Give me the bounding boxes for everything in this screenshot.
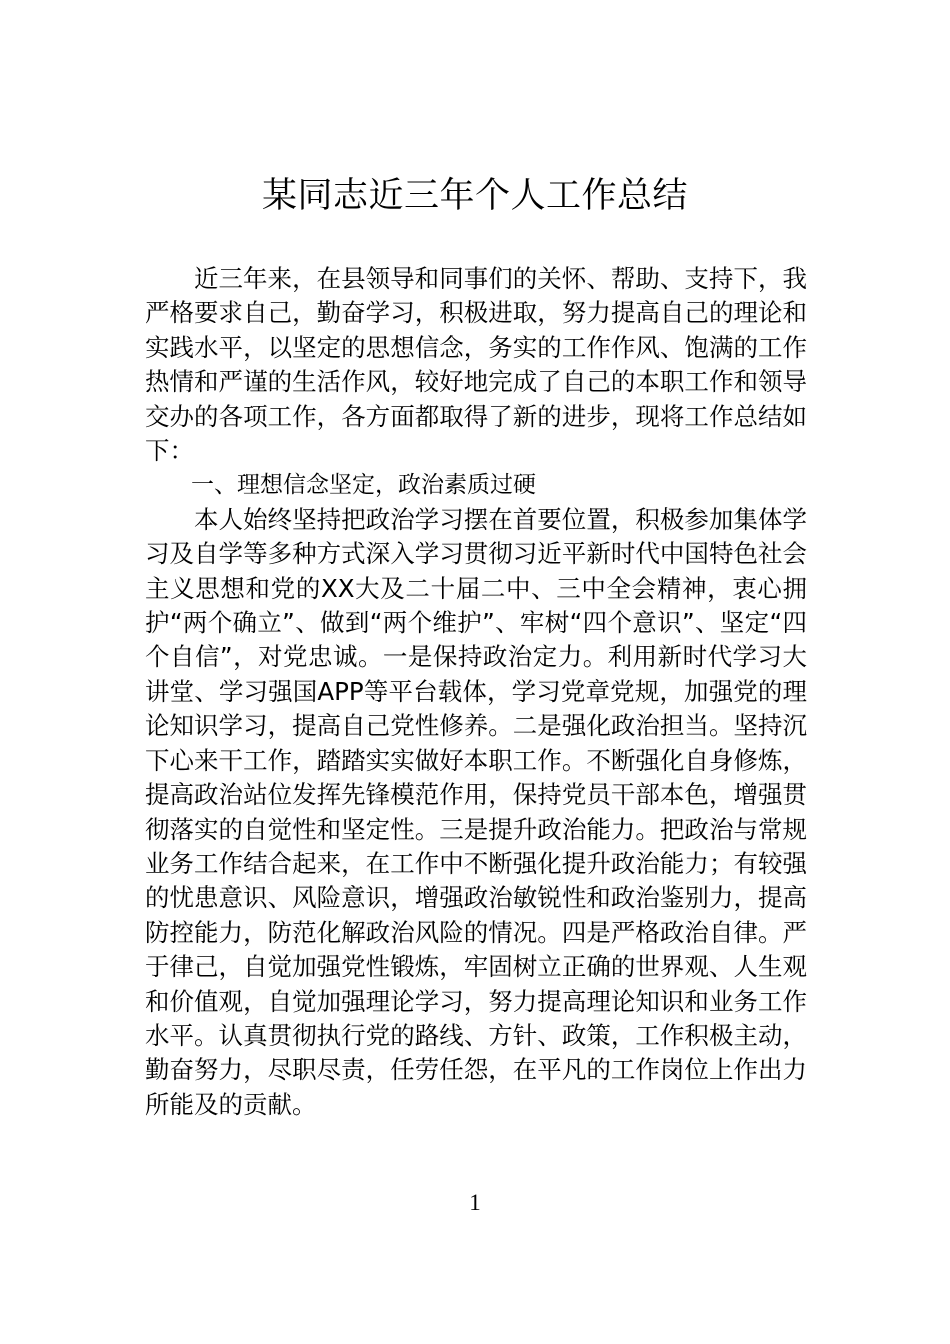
section-heading-1: 一、理想信念坚定，政治素质过硬 (191, 472, 536, 499)
page-number: 1 (469, 1190, 481, 1215)
document-body (145, 262, 807, 1122)
intro-paragraph: 近三年来，在县领导和同事们的关怀、帮助、支持下，我严格要求自己，勤奋学习，积极进取，努力提高自己的理论和实践水平，以坚定的思想信念，务实的工作作风、饱满的工作热情和严谨的生活作风，较好地完成了自己的本职工作和领导交办的各项工作，各方面都取得了新的进步，现将工作总结如下： (145, 264, 807, 466)
section-1-paragraph: 本人始终坚持把政治学习摆在首要位置，积极参加集体学习及自学等多种方式深入学习贯彻习近平新时代中国特色社会主义思想和党的XX大及二十届二中、三中全会精神，衷心拥护“两个确立”、做到“两个维护”、牢树“四个意识”、坚定“四个自信”，对党忠诚。一是保持政治定力。利用新时代学习大讲堂、学习强国APP等平台载体，学习党章党规，加强党的理论知识学习，提高自己党性修养。二是强化政治担当。坚持沉下心来干工作，踏踏实实做好本职工作。不断强化自身修炼，提高政治站位发挥先锋模范作用，保持党员干部本色，增强贯彻落实的自觉性和坚定性。三是提升政治能力。把政治与常规业务工作结合起来，在工作中不断强化提升政治能力；有较强的忧患意识、风险意识，增强政治敏锐性和政治鉴别力，提高防控能力，防范化解政治风险的情况。四是严格政治自律。严于律己，自觉加强党性锻炼，牢固树立正确的世界观、人生观和价值观，自觉加强理论学习，努力提高理论知识和业务工作水平。认真贯彻执行党的路线、方针、政策，工作积极主动，勤奋努力，尽职尽责，任劳任怨，在平凡的工作岗位上作出力所能及的贡献。 (145, 504, 807, 1119)
document-title: 某同志近三年个人工作总结 (261, 176, 688, 216)
